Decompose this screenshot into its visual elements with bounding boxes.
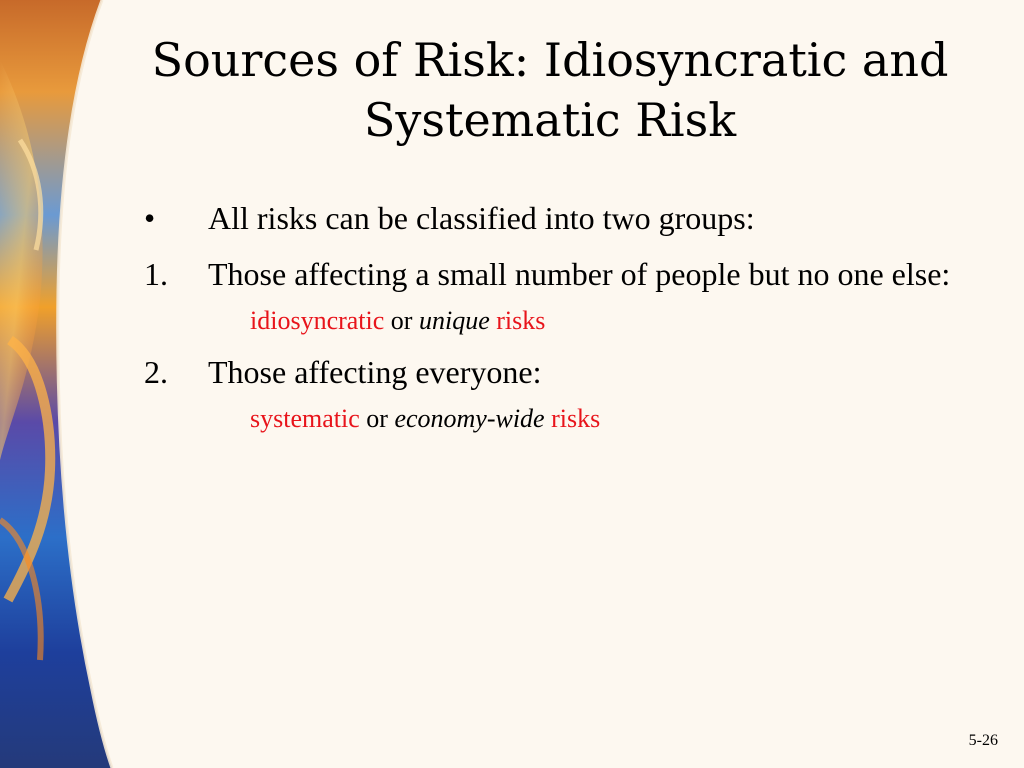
- numbered-item-1: [142, 252, 962, 296]
- decorative-side-artwork: [0, 0, 140, 768]
- item-2-number: 2.: [144, 354, 168, 390]
- slide-number: 5-26: [968, 732, 998, 749]
- or-connector: or: [366, 404, 388, 433]
- slide-body: [142, 196, 962, 436]
- idiosyncratic-term: idiosyncratic: [250, 306, 385, 335]
- risks-word: risks: [496, 306, 546, 335]
- item-2-text: Those affecting everyone:: [208, 354, 542, 390]
- systematic-term: systematic: [250, 404, 360, 433]
- unique-term: unique: [418, 306, 490, 335]
- numbered-item-2: [142, 350, 962, 394]
- bullet-text: All risks can be classified into two groups:: [208, 200, 755, 236]
- economy-wide-term: economy-wide: [394, 404, 545, 433]
- bullet-marker: •: [144, 200, 156, 236]
- slide-title: [140, 30, 960, 150]
- title-line-2: Systematic Risk: [363, 93, 737, 147]
- item-2-subpoint: [142, 402, 962, 436]
- item-1-subpoint: [142, 304, 962, 338]
- title-line-1: Sources of Risk: Idiosyncratic and: [151, 33, 949, 87]
- or-connector: or: [390, 306, 413, 335]
- item-1-text: Those affecting a small number of people but no one else:: [208, 256, 951, 292]
- item-1-number: 1.: [144, 256, 168, 292]
- risks-word: risks: [551, 404, 601, 433]
- bullet-item: [142, 196, 962, 240]
